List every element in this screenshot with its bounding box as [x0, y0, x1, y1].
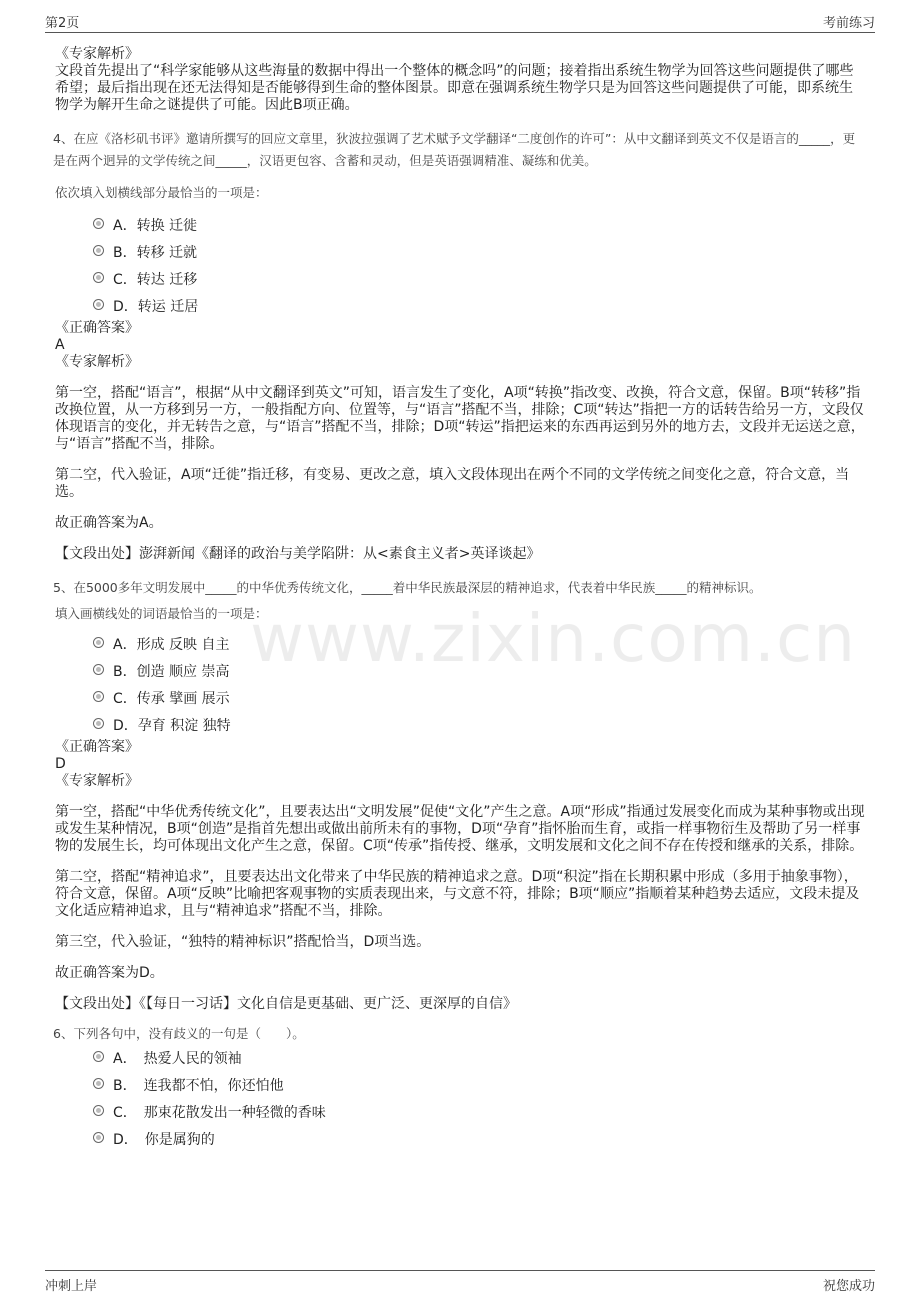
option-4a[interactable]: A．转换 迁徙: [55, 212, 865, 239]
option-5b[interactable]: B．创造 顺应 崇高: [55, 658, 865, 685]
footer-left-text: 冲刺上岸: [45, 1279, 98, 1294]
prev-analysis-label: 《专家解析》: [55, 46, 139, 62]
radio-icon[interactable]: [93, 664, 104, 675]
option-5d[interactable]: D．孕育 积淀 独特: [55, 712, 865, 739]
radio-icon[interactable]: [93, 272, 104, 283]
question-5-instruction: 填入画横线处的词语最恰当的一项是：: [55, 606, 268, 621]
analysis-paragraph: 第二空，搭配“精神追求”，且要表达出文化带来了中华民族的精神追求之意。D项“积淀”指在长期积累中形成（多用于抽象事物），符合文意，保留。A项“反映”比喻把客观事物的实质表现出来，与文意不符，排除；B项“顺应”指顺着某种趋势去适应，文段未提及文化适应精神追求，且与“精神追求”搭配不当，排除。: [55, 869, 860, 919]
analysis-conclusion: 故正确答案为D。: [55, 965, 164, 981]
page-number: 第2页: [45, 16, 80, 31]
analysis-label: 《专家解析》: [55, 773, 139, 789]
option-6c[interactable]: C． 那束花散发出一种轻微的香味: [55, 1099, 865, 1126]
page-footer: [45, 1270, 875, 1293]
analysis-label: 《专家解析》: [55, 354, 139, 370]
source-citation: 【文段出处】澎湃新闻《翻译的政治与美学陷阱：从<素食主义者>英译谈起》: [55, 546, 541, 562]
answer-value: A: [55, 337, 65, 353]
analysis-paragraph: 第一空，搭配“中华优秀传统文化”，且要表达出“文明发展”促使“文化”产生之意。A项“形成”指通过发展变化而成为某种事物或出现或发生某种情况，B项“创造”是指首先想出或做出前所未有的事物，D项“孕育”指怀胎而生育，或指一样事物衍生及帮助了另一样事物的发展生长，均可体现出文化产生之意，保留。C项“传承”指传授、继承，文明发展和文化之间不存在传授和继承的关系，排除。: [55, 804, 865, 854]
analysis-paragraph: 第一空，搭配“语言”，根据“从中文翻译到英文”可知，语言发生了变化，A项“转换”指改变、改换，符合文意，保留。B项“转移”指改换位置，从一方移到另一方，一般指配方向、位置等，与“语言”搭配不当，排除；C项“转达”指把一方的话转告给另一方，文段仅体现语言的变化，并无转告之意，与“语言”搭配不当，排除；D项“转运”指把运来的东西再运到另外的地方去，文段并无运送之意，与“语言”搭配不当，排除。: [55, 385, 865, 452]
radio-icon[interactable]: [93, 691, 104, 702]
radio-icon[interactable]: [93, 1132, 104, 1143]
radio-icon[interactable]: [93, 1078, 104, 1089]
radio-icon[interactable]: [93, 245, 104, 256]
option-5c[interactable]: C．传承 擘画 展示: [55, 685, 865, 712]
radio-icon[interactable]: [93, 218, 104, 229]
question-5-stem: 5、在5000多年文明发展中_____的中华优秀传统文化，_____着中华民族最深层的精神追求，代表着中华民族_____的精神标识。: [53, 580, 762, 595]
analysis-conclusion: 故正确答案为A。: [55, 515, 163, 531]
option-5a[interactable]: A．形成 反映 自主: [55, 631, 865, 658]
option-6b[interactable]: B． 连我都不怕，你还怕他: [55, 1072, 865, 1099]
header-title: 考前练习: [822, 16, 875, 31]
footer-right-text: 祝您成功: [822, 1279, 875, 1294]
radio-icon[interactable]: [93, 299, 104, 310]
source-citation: 【文段出处】《【每日一习话】文化自信是更基础、更广泛、更深厚的自信》: [55, 996, 517, 1012]
option-6a[interactable]: A． 热爱人民的领袖: [55, 1045, 865, 1072]
question-4-stem: 4、在应《洛杉矶书评》邀请所撰写的回应文章里，狄波拉强调了艺术赋予文学翻译“二度创作的许可”：从中文翻译到英文不仅是语言的_____，更是在两个迥异的文学传统之间_____，汉语更包容、含蓄和灵动，但是英语强调精准、凝练和优美。: [53, 131, 856, 168]
question-6-stem: 6、下列各句中，没有歧义的一句是（ ）。: [53, 1026, 305, 1041]
radio-icon[interactable]: [93, 1105, 104, 1116]
answer-label: 《正确答案》: [55, 739, 139, 755]
watermark: www.zixin.com.cn: [250, 600, 857, 677]
main-content: [55, 46, 865, 1153]
option-4d[interactable]: D．转运 迁居: [55, 293, 865, 320]
prev-analysis-text: 文段首先提出了“科学家能够从这些海量的数据中得出一个整体的概念吗”的问题；接着指出系统生物学为回答这些问题提供了哪些希望；最后指出现在还无法得知是否能够得到生命的整体图景。即意在强调系统生物学只是为回答这些问题提供了可能，即系统生物学为解开生命之谜提供了可能。因此B项正确。: [55, 63, 854, 113]
analysis-paragraph: 第三空，代入验证，“独特的精神标识”搭配恰当，D项当选。: [55, 934, 431, 950]
analysis-paragraph: 第二空，代入验证，A项“迁徙”指迁移，有变易、更改之意，填入文段体现出在两个不同的文学传统之间变化之意，符合文意，当选。: [55, 467, 850, 500]
option-6d[interactable]: D． 你是属狗的: [55, 1126, 865, 1153]
answer-label: 《正确答案》: [55, 320, 139, 336]
option-4c[interactable]: C．转达 迁移: [55, 266, 865, 293]
radio-icon[interactable]: [93, 637, 104, 648]
radio-icon[interactable]: [93, 1051, 104, 1062]
page-header: [45, 10, 875, 33]
answer-value: D: [55, 756, 66, 772]
radio-icon[interactable]: [93, 718, 104, 729]
question-4-instruction: 依次填入划横线部分最恰当的一项是：: [55, 185, 268, 200]
option-4b[interactable]: B．转移 迁就: [55, 239, 865, 266]
